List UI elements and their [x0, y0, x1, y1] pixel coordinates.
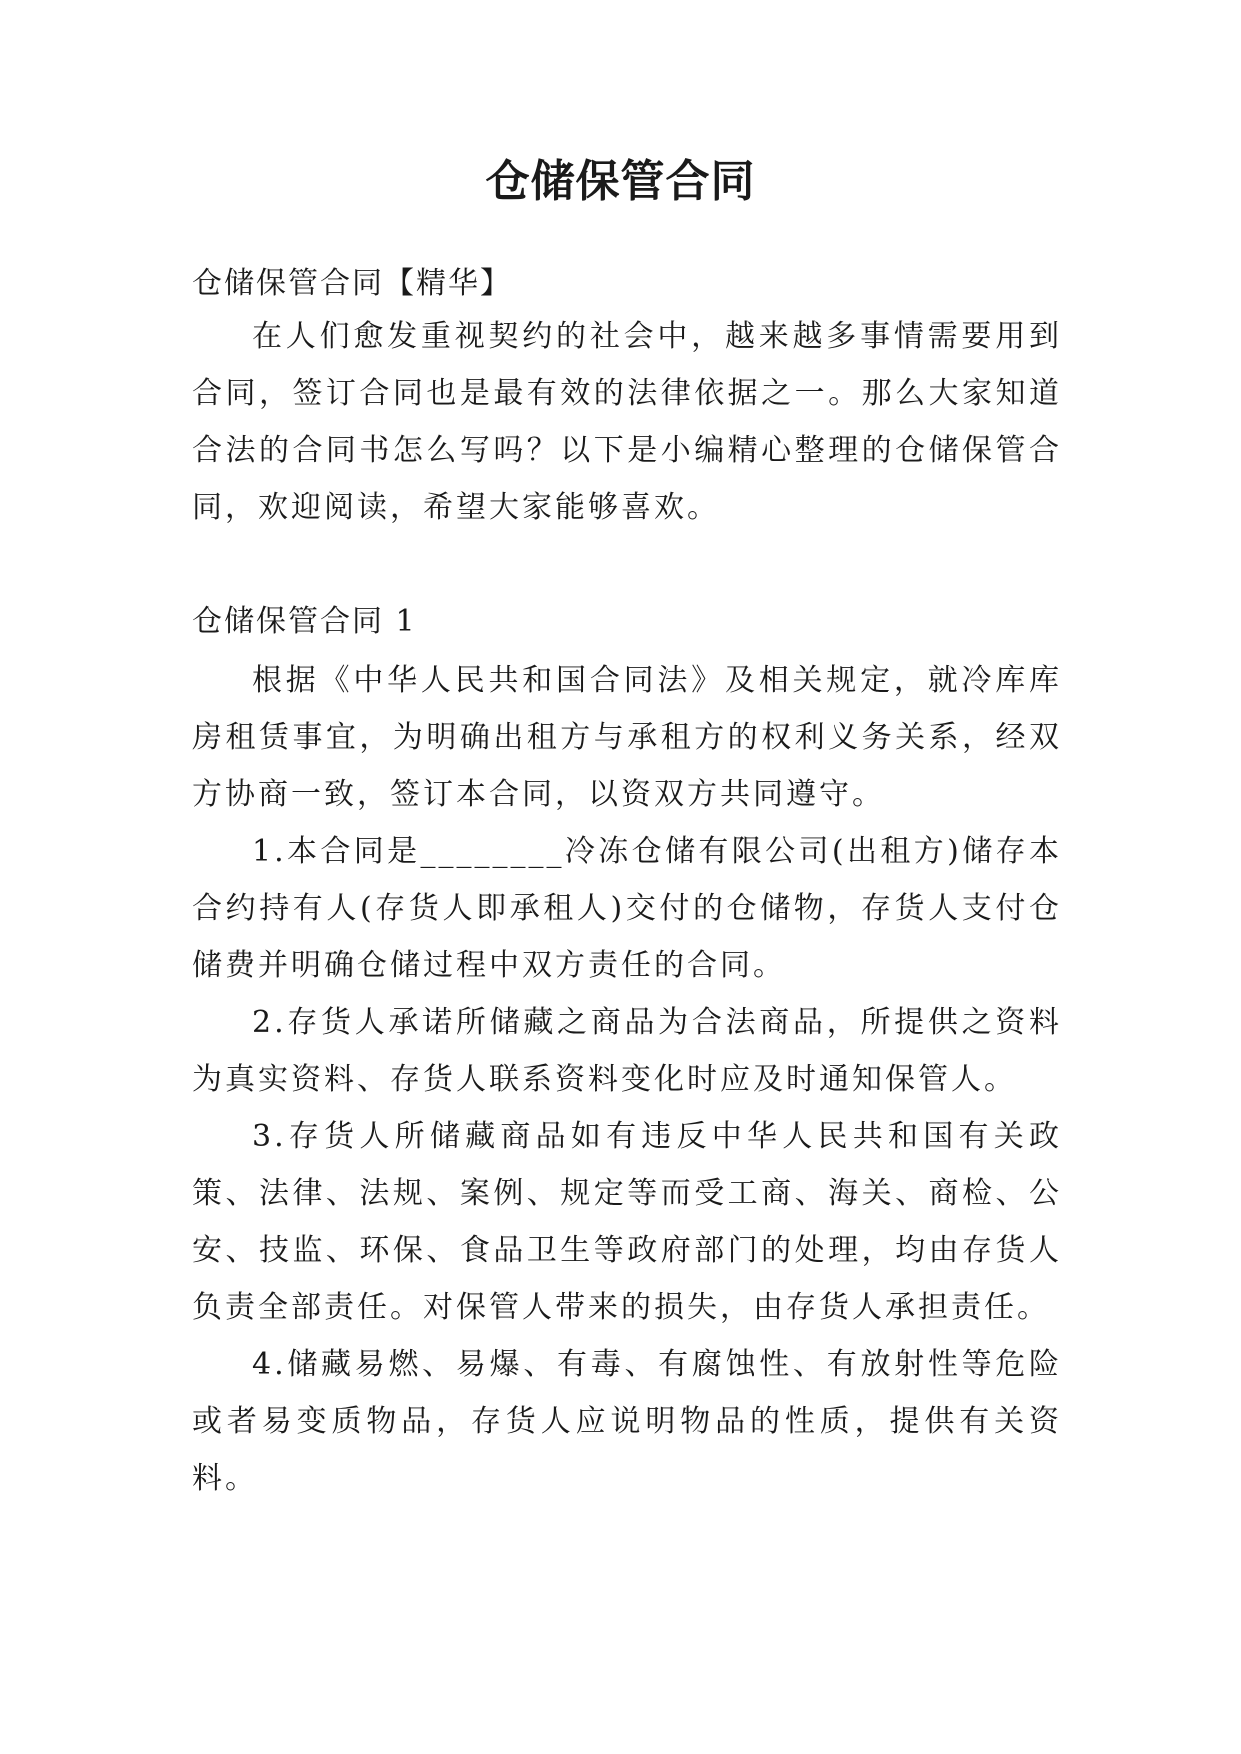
clause-paragraph: 3.存货人所储藏商品如有违反中华人民共和国有关政策、法律、法规、案例、规定等而受工商、海关、商检、公安、技监、环保、食品卫生等政府部门的处理，均由存货人负责全部责任。对保管人带来的损失，由存货人承担责任。 [192, 1119, 1062, 1325]
section-heading: 仓储保管合同 1 [192, 604, 417, 639]
contract-clauses [192, 652, 1062, 1507]
clause-paragraph: 根据《中华人民共和国合同法》及相关规定，就冷库库房租赁事宜，为明确出租方与承租方的权利义务关系，经双方协商一致，签订本合同，以资双方共同遵守。 [192, 663, 1062, 812]
intro-paragraph: 在人们愈发重视契约的社会中，越来越多事情需要用到合同，签订合同也是最有效的法律依据之一。那么大家知道合法的合同书怎么写吗？以下是小编精心整理的仓储保管合同，欢迎阅读，希望大家能够喜欢。 [192, 319, 1062, 525]
clause-paragraph: 4.储藏易燃、易爆、有毒、有腐蚀性、有放射性等危险或者易变质物品，存货人应说明物品的性质，提供有关资料。 [192, 1347, 1062, 1496]
document-subtitle: 仓储保管合同【精华】 [192, 266, 512, 301]
document-body [192, 260, 1062, 1507]
page-title: 仓储保管合同 [485, 156, 756, 207]
clause-paragraph: 2.存货人承诺所储藏之商品为合法商品，所提供之资料为真实资料、存货人联系资料变化时应及时通知保管人。 [192, 1005, 1062, 1097]
clause-paragraph: 1.本合同是________冷冻仓储有限公司(出租方)储存本合约持有人(存货人即承租人)交付的仓储物，存货人支付仓储费并明确仓储过程中双方责任的合同。 [192, 834, 1062, 983]
